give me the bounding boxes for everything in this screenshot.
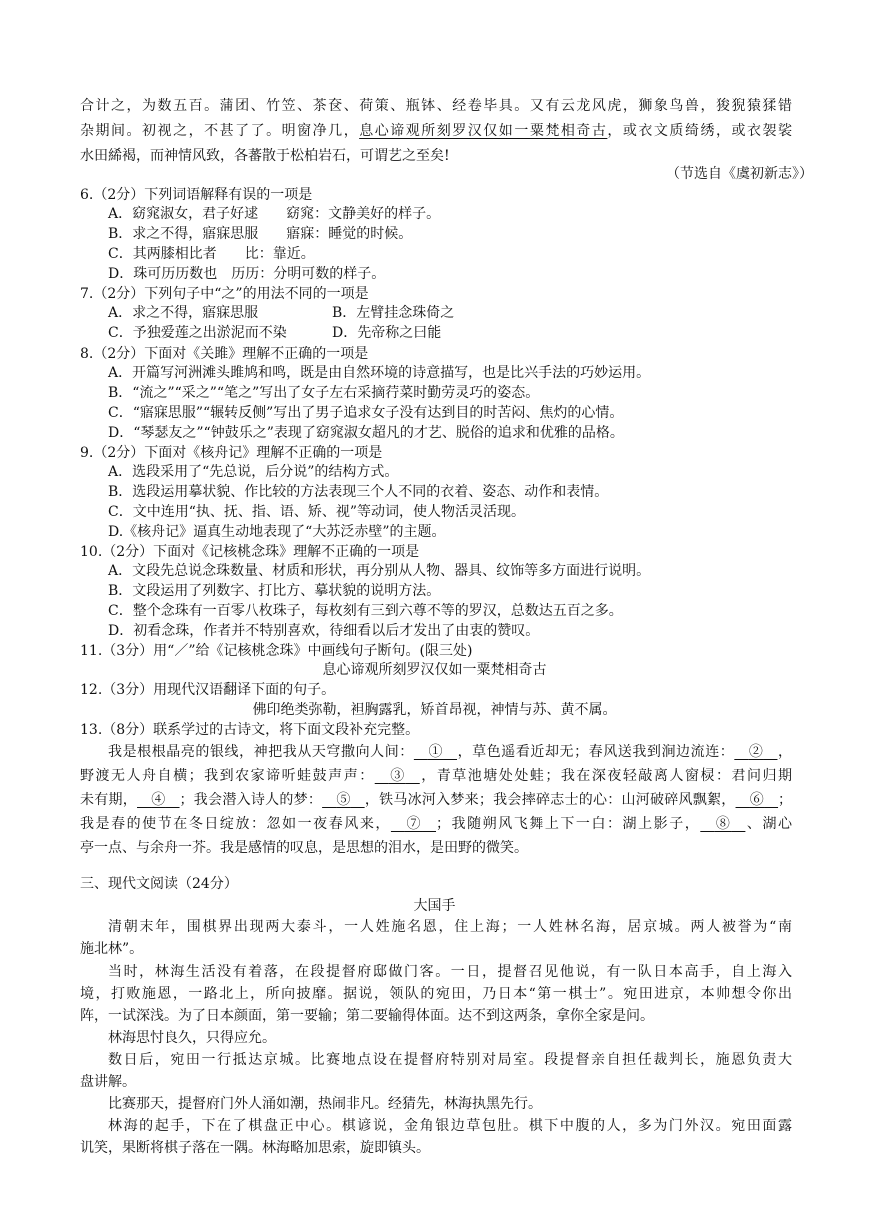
option: D．先帝称之曰能	[332, 325, 442, 341]
passage-line: 杂期间。初视之，不甚了了。明窗净几，息心谛观所刻罗汉仅如一粟梵相奇古，或衣文质绮绣，或衣袈裟	[80, 123, 793, 139]
question-stem: 13.（8分）联系学过的古诗文，将下面文段补充完整。	[80, 722, 420, 738]
sentence-to-translate: 佛印绝类弥勒，袒胸露乳，矫首昂视，神情与苏、黄不属。	[252, 702, 617, 718]
source-note: （节选自《虞初新志》）	[666, 166, 813, 182]
blank-7[interactable]: ⑦	[404, 816, 423, 832]
fill-blank-line: 我是根根晶亮的银线，神把我从天穹撒向人间： ① ，草色遥看近却无；春风送我到涧边流连： ② ，	[108, 744, 793, 760]
option: C．整个念珠有一百零八枚珠子，每枚刻有三到六尊不等的罗汉，总数达五百之多。	[108, 603, 623, 619]
question-stem: 6.（2分）下列词语解释有误的一项是	[80, 187, 313, 203]
blank-3[interactable]: ③	[388, 768, 406, 784]
option: B．求之不得，寤寐思服 寤寐：睡觉的时候。	[108, 226, 413, 242]
question-stem: 11.（3分）用“／”给《记核桃念珠》中画线句子断句。(限三处)	[80, 643, 473, 659]
blank-8[interactable]: ⑧	[714, 816, 732, 832]
article-line: 清朝末年，围棋界出现两大泰斗，一人姓施名恩，住上海；一人姓林名海，居京城。两人被誉为“南	[108, 919, 792, 935]
blank-1[interactable]: ①	[427, 744, 444, 760]
blank-2[interactable]: ②	[748, 744, 764, 760]
article-line: 施北林”。	[80, 941, 144, 957]
question-stem: 7.（2分）下列句子中“之”的用法不同的一项是	[80, 286, 369, 302]
article-line: 境，打败施恩，一路北上，所向披靡。据说，领队的宛田，乃日本“第一棋士”。宛田进京，本帅想令你出	[80, 986, 792, 1002]
option: A．文段先总说念珠数量、材质和形状，再分别从人物、器具、纹饰等多方面进行说明。	[108, 563, 651, 579]
fill-blank-line: 亭一点、与余舟一芥。我是感情的叹息，是思想的泪水，是田野的微笑。	[80, 840, 528, 856]
option: B．文段运用了列数字、打比方、摹状貌的说明方法。	[108, 583, 441, 599]
option: C．“寤寐思服”“辗转反侧”写出了男子追求女子没有达到目的时苦闷、焦灼的心情。	[108, 405, 624, 421]
option: D．初看念珠，作者并不特别喜欢，待细看以后才发出了由衷的赞叹。	[108, 623, 540, 639]
option: A．窈窕淑女，君子好逑 窈窕：文静美好的样子。	[108, 206, 441, 222]
option: C．文中连用“执、抚、指、语、矫、视”等动词，使人物活灵活现。	[108, 504, 526, 520]
question-stem: 8.（2分）下面对《关雎》理解不正确的一项是	[80, 346, 369, 362]
option: D．珠可历历数也 历历：分明可数的样子。	[108, 266, 386, 282]
article-line: 盘讲解。	[80, 1074, 136, 1090]
question-stem: 10.（2分）下面对《记核桃念珠》理解不正确的一项是	[80, 544, 420, 560]
question-stem: 12.（3分）用现代汉语翻译下面的句子。	[80, 682, 336, 698]
question-stem: 9.（2分）下面对《核舟记》理解不正确的一项是	[80, 445, 383, 461]
option: C．其两膝相比者 比：靠近。	[108, 246, 315, 262]
blank-6[interactable]: ⑥	[749, 792, 765, 808]
blank-4[interactable]: ④	[151, 792, 166, 808]
passage-line: 合计之，为数五百。蒲团、竹笠、茶奁、荷策、瓶钵、经卷毕具。又有云龙风虎，狮象鸟兽，狻猊猿猱错	[80, 98, 792, 114]
fill-blank-line: 野渡无人舟自横；我到农家谛听蛙鼓声声： ③ ，青草池塘处处蛙；我在深夜轻敲离人窗棂：君问归期	[80, 768, 793, 784]
option: A．开篇写河洲滩头雎鸠和鸣，既是由自然环境的诗意描写，也是比兴手法的巧妙运用。	[108, 365, 651, 381]
option: A．选段采用了“先总说，后分说”的结构方式。	[108, 464, 399, 480]
option: D.《核舟记》逼真生动地表现了“大苏泛赤壁”的主题。	[108, 524, 446, 540]
option: B．左臂挂念珠倚之	[332, 305, 455, 321]
option: C．予独爱莲之出淤泥而不染	[108, 325, 287, 341]
option: B．“流之”“采之”“笔之”写出了女子左右采摘荇菜时勤劳灵巧的姿态。	[108, 385, 540, 401]
option: A．求之不得，寤寐思服	[108, 305, 259, 321]
article-title: 大国手	[413, 898, 456, 914]
underlined-sentence: 息心谛观所刻罗汉仅如一粟梵相奇古	[359, 123, 608, 139]
fill-blank-line: 未有期， ④ ；我会潜入诗人的梦： ⑤ ，铁马冰河入梦来；我会摔碎志士的心：山河破碎风飘絮， ⑥ ；	[80, 792, 793, 808]
option: D．“琴瑟友之”“钟鼓乐之”表现了窈窕淑女超凡的才艺、脱俗的追求和优雅的品格。	[108, 425, 624, 441]
article-line: 当时，林海生活没有着落，在段提督府邸做门客。一日，提督召见他说，有一队日本高手，自上海入	[108, 964, 792, 980]
sentence-to-punctuate: 息心谛观所刻罗汉仅如一粟梵相奇古	[322, 662, 547, 678]
section-heading: 三、现代文阅读（24分）	[80, 876, 238, 892]
article-line: 林海的起手，下在了棋盘正中心。棋谚说，金角银边草包肚。棋下中腹的人，多为门外汉。宛田面露	[108, 1118, 792, 1134]
article-line: 比赛那天，提督府门外人涌如潮，热闹非凡。经猜先，林海执黑先行。	[108, 1096, 542, 1112]
article-line: 林海思忖良久，只得应允。	[108, 1030, 276, 1046]
passage-line: 水田絺褐，而神情风致，各蕃散于松柏岩石，可谓艺之至矣!	[80, 148, 450, 164]
article-line: 数日后，宛田一行抵达京城。比赛地点设在提督府特别对局室。段提督亲自担任裁判长，施恩负责大	[108, 1052, 792, 1068]
blank-5[interactable]: ⑤	[336, 792, 351, 808]
option: B．选段运用摹状貌、作比较的方法表现三个人不同的衣着、姿态、动作和表情。	[108, 484, 609, 500]
article-line: 讥笑，果断将棋子落在一隅。林海略加思索，旋即镇头。	[80, 1140, 430, 1156]
fill-blank-line: 我是春的使节在冬日绽放：忽如一夜春风来， ⑦ ；我随朔风飞舞上下一白：湖上影子， ⑧ 、湖心	[80, 816, 793, 832]
article-line: 阵，一试深浅。为了日本颜面，第一要输；第二要输得体面。达不到这两条，拿你全家是问。	[80, 1008, 654, 1024]
